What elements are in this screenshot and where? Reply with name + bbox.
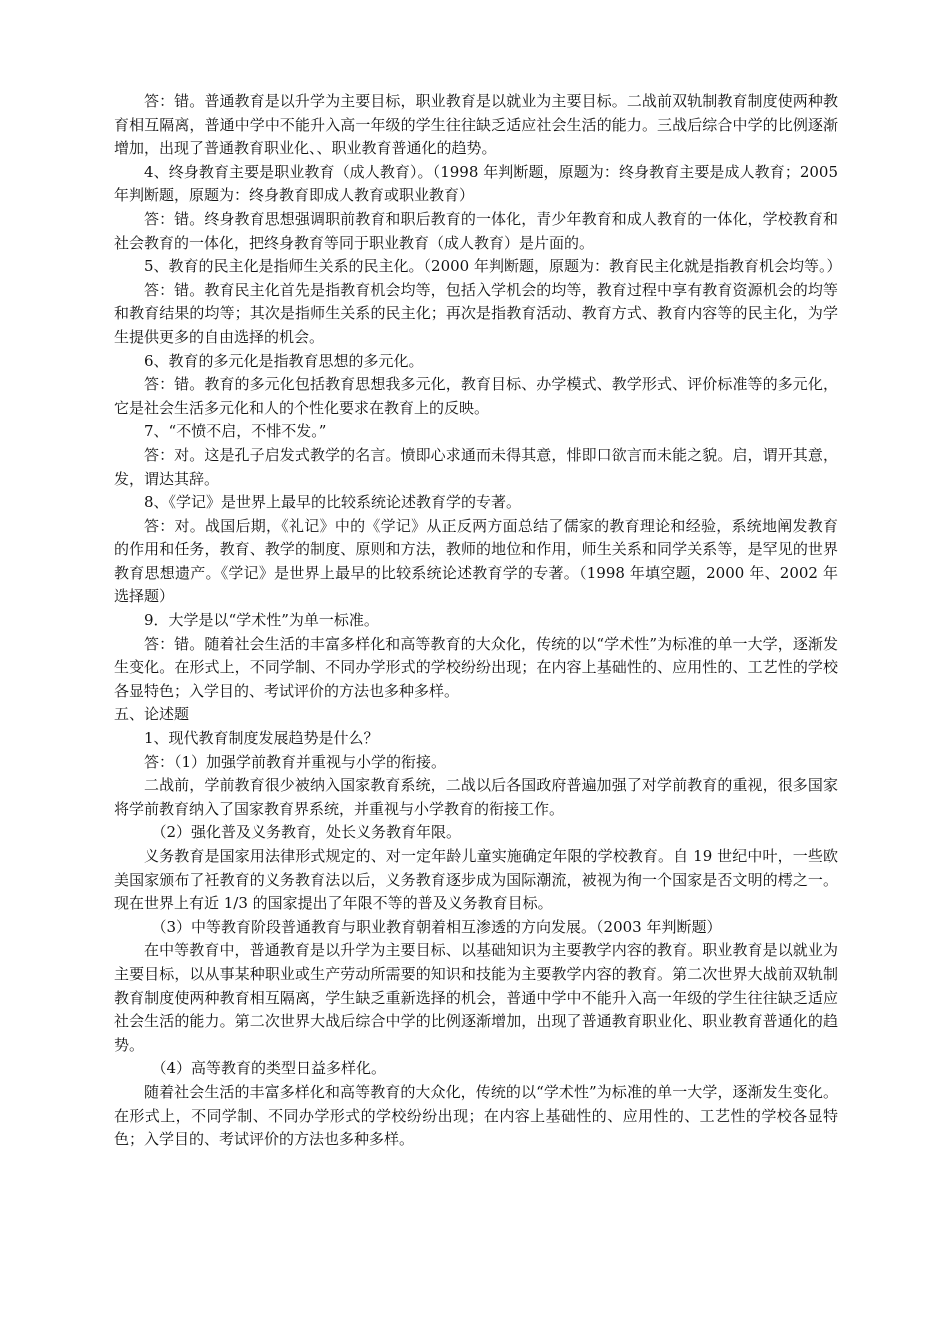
- document-page: [114, 90, 842, 1152]
- question-paragraph: 7、“不愤不启，不悱不发。”: [144, 422, 327, 441]
- section-heading: 五、论述题: [114, 705, 190, 724]
- subpoint-paragraph: （3）中等教育阶段普通教育与职业教育朝着相互渗透的方向发展。（2003 年判断题）: [151, 917, 722, 936]
- answer-paragraph: 答：对。战国后期，《礼记》中的《学记》从正反两方面总结了儒家的教育理论和经验，系统地阐发教育的作用和任务，教育、教学的制度、原则和方法，教师的地位和作用，师生关系和同学关系等，是罕见的世界教育思想遗产。《学记》是世界上最早的比较系统论述教育学的专著。（1998 年填空题，2000 年、2002 年选择题）: [114, 516, 838, 606]
- answer-paragraph: 答：错。随着社会生活的丰富多样化和高等教育的大众化，传统的以“学术性”为标准的单一大学，逐渐发生变化。在形式上，不同学制、不同办学形式的学校纷纷出现；在内容上基础性的、应用性的、工艺性的学校各显特色；入学目的、考试评价的方法也多种多样。: [114, 634, 838, 700]
- answer-paragraph: 答：错。普通教育是以升学为主要目标，职业教育是以就业为主要目标。二战前双轨制教育制度使两种教育相互隔离，普通中学中不能升入高一年级的学生往往缺乏适应社会生活的能力。三战后综合中学的比例逐渐增加，出现了普通教育职业化、、职业教育普通化的趋势。: [114, 92, 838, 158]
- answer-paragraph: 答：错。教育民主化首先是指教育机会均等，包括入学机会的均等，教育过程中享有教育资源机会的均等和教育结果的均等；其次是指师生关系的民主化；再次是指教育活动、教育方式、教育内容等的民主化，为学生提供更多的自由选择的机会。: [114, 280, 838, 346]
- question-paragraph: 4、终身教育主要是职业教育（成人教育）。（1998 年判断题，原题为：终身教育主要是成人教育；2005 年判断题，原题为：终身教育即成人教育或职业教育）: [114, 162, 838, 205]
- body-paragraph: 义务教育是国家用法律形式规定的、对一定年龄儿童实施确定年限的学校教育。自 19 世纪中叶，一些欧美国家颁布了衽教育的义务教育法以后，义务教育逐步成为国际潮流，被视为徇一个国家是否文明的樗之一。现在世界上有近 1/3 的国家提出了年限不等的普及义务教育目标。: [114, 847, 838, 913]
- body-paragraph: 在中等教育中，普通教育是以升学为主要目标、以基础知识为主要教学内容的教育。职业教育是以就业为主要目标，以从事某种职业或生产劳动所需要的知识和技能为主要教学内容的教育。第二次世界大战前双轨制教育制度使两种教育相互隔离，学生缺乏重新选择的机会，普通中学中不能升入高一年级的学生往往缺乏适应社会生活的能力。第二次世界大战后综合中学的比例逐渐增加，出现了普通教育职业化、职业教育普通化的趋势。: [114, 941, 838, 1054]
- question-paragraph: 6、教育的多元化是指教育思想的多元化。: [144, 351, 424, 370]
- subpoint-paragraph: （4）高等教育的类型日益多样化。: [151, 1059, 387, 1078]
- answer-paragraph: 答：（1）加强学前教育并重视与小学的衔接。: [144, 752, 447, 771]
- question-paragraph: 5、教育的民主化是指师生关系的民主化。（2000 年判断题，原题为：教育民主化就是指教育机会均等。）: [144, 257, 842, 276]
- question-paragraph: 9．大学是以“学术性”为单一标准。: [144, 611, 379, 630]
- answer-paragraph: 答：错。教育的多元化包括教育思想我多元化，教育目标、办学模式、教学形式、评价标准等的多元化，它是社会生活多元化和人的个性化要求在教育上的反映。: [114, 375, 838, 417]
- subpoint-paragraph: （2）强化普及义务教育，处长义务教育年限。: [151, 823, 462, 842]
- answer-paragraph: 答：错。终身教育思想强调职前教育和职后教育的一体化，青少年教育和成人教育的一体化，学校教育和社会教育的一体化，把终身教育等同于职业教育（成人教育）是片面的。: [114, 209, 838, 252]
- question-paragraph: 1、现代教育制度发展趋势是什么？: [144, 729, 379, 748]
- body-paragraph: 随着社会生活的丰富多样化和高等教育的大众化，传统的以“学术性”为标准的单一大学，逐渐发生变化。在形式上，不同学制、不同办学形式的学校纷纷出现；在内容上基础性的、应用性的、工艺性的学校各显特色；入学目的、考试评价的方法也多种多样。: [114, 1082, 838, 1149]
- body-paragraph: 二战前，学前教育很少被纳入国家教育系统，二战以后各国政府普遍加强了对学前教育的重视，很多国家将学前教育纳入了国家教育界系统，并重视与小学教育的衔接工作。: [114, 776, 838, 818]
- answer-paragraph: 答：对。这是孔子启发式教学的名言。愤即心求通而未得其意，悱即口欲言而未能之貌。启，谓开其意，发，谓达其辞。: [114, 445, 838, 488]
- question-paragraph: 8、《学记》是世界上最早的比较系统论述教育学的专著。: [144, 493, 522, 512]
